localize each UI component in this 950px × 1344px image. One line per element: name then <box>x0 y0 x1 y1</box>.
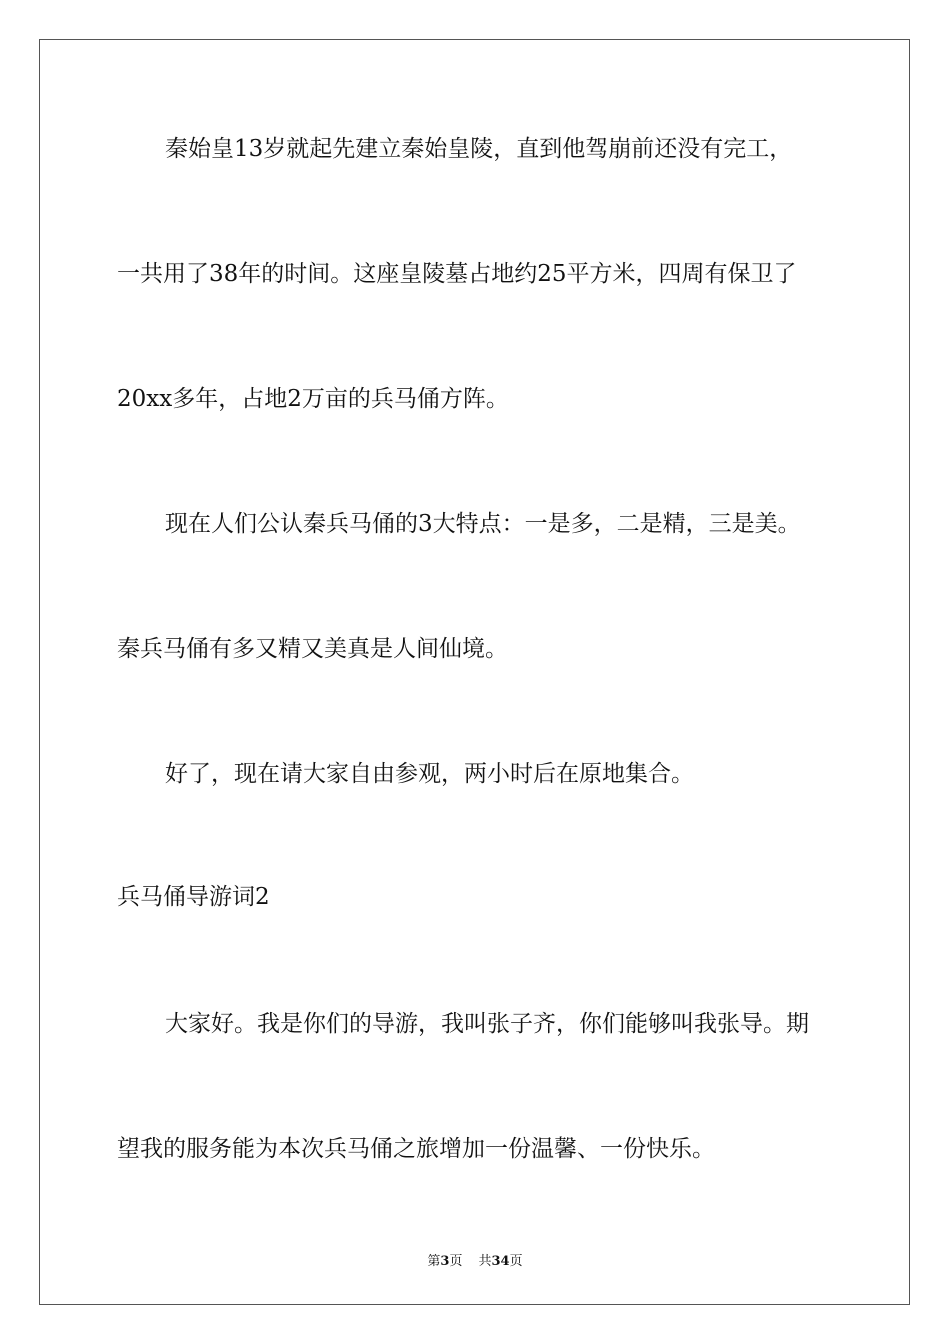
total-prefix: 共 <box>478 1254 492 1269</box>
total-pages: 34 <box>491 1254 510 1269</box>
paragraph-line-6: 好了，现在请大家自由参观，两小时后在原地集合。 <box>165 761 694 787</box>
paragraph-line-3: 20xx多年，占地2万亩的兵马俑方阵。 <box>117 386 509 412</box>
section-heading: 兵马俑导游词2 <box>117 884 270 910</box>
page-footer <box>0 1250 950 1269</box>
paragraph-line-5: 秦兵马俑有多又精又美真是人间仙境。 <box>117 636 508 662</box>
paragraph-line-4: 现在人们公认秦兵马俑的3大特点：一是多，二是精，三是美。 <box>165 511 801 537</box>
paragraph-line-2: 一共用了38年的时间。这座皇陵墓占地约25平方米，四周有保卫了 <box>117 261 797 287</box>
page-prefix: 第 <box>427 1254 441 1269</box>
paragraph-line-1: 秦始皇13岁就起先建立秦始皇陵，直到他驾崩前还没有完工， <box>165 136 793 162</box>
paragraph-line-8: 大家好。我是你们的导游，我叫张子齐，你们能够叫我张导。期 <box>165 1011 809 1037</box>
page-border <box>39 39 910 1305</box>
total-suffix: 页 <box>509 1254 523 1269</box>
paragraph-line-9: 望我的服务能为本次兵马俑之旅增加一份温馨、一份快乐。 <box>117 1136 715 1162</box>
page-number: 3 <box>440 1254 450 1269</box>
page-suffix: 页 <box>449 1254 463 1269</box>
